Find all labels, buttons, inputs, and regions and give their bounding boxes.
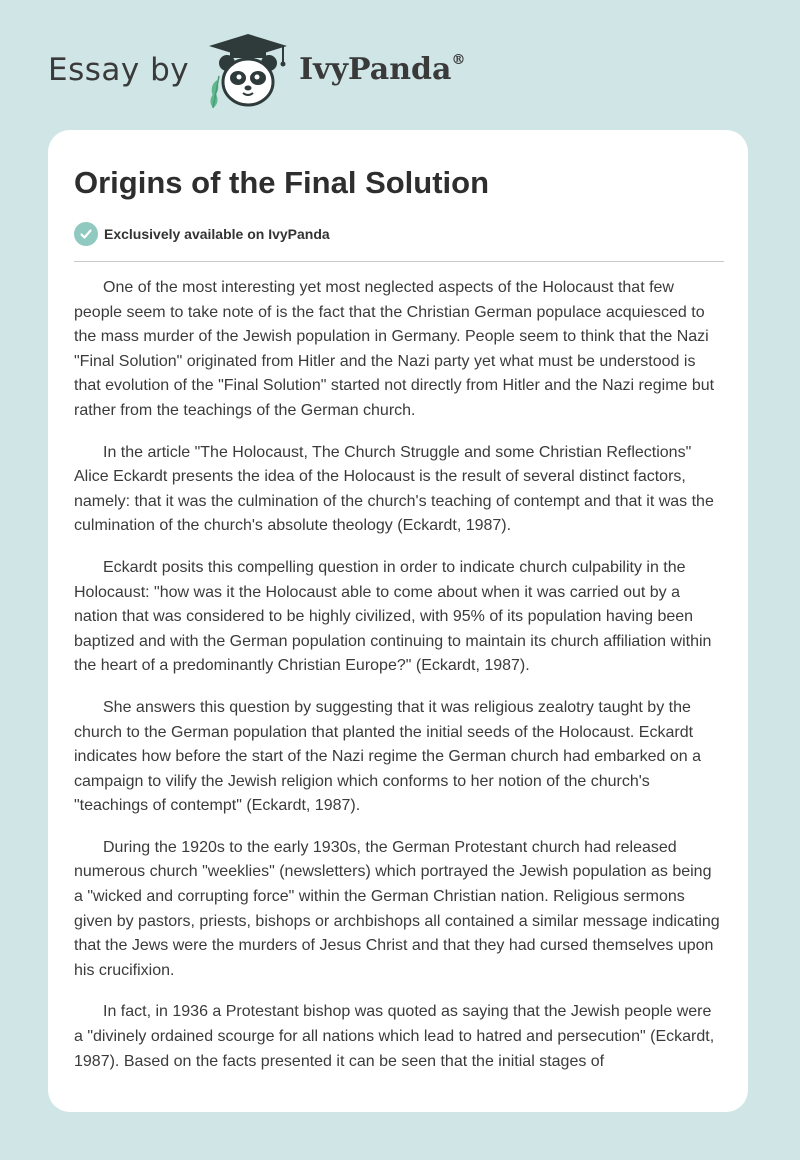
brand-name: IvyPanda bbox=[299, 52, 452, 87]
exclusive-label: Exclusively available on IvyPanda bbox=[104, 226, 330, 242]
exclusive-badge bbox=[74, 222, 330, 246]
essay-card bbox=[48, 130, 748, 1112]
page-title: Origins of the Final Solution bbox=[74, 165, 490, 200]
divider bbox=[74, 261, 724, 262]
essay-by-label: Essay by bbox=[48, 51, 190, 88]
paragraph: In fact, in 1936 a Protestant bishop was quoted as saying that the Jewish people were a "divinely ordained scourge for all nations which lead to hatred and persecution" (Eckardt, 1987). Based on the facts presented it can be seen that the initial stages of bbox=[74, 1003, 715, 1070]
paragraph: Eckardt posits this compelling question in order to indicate church culpability in the Holocaust: "how was it the Holocaust able to come about when it was carried out by a nation that was considered to be highly civilized, with 95% of its population having been baptized and with the German population continuing to maintain its church affiliation within the heart of a predominantly Christian Europe?" (Eckardt, 1987). bbox=[74, 558, 712, 675]
essay-body bbox=[74, 276, 724, 1091]
checkmark-icon bbox=[74, 222, 98, 246]
paragraph: One of the most interesting yet most neglected aspects of the Holocaust that few people seem to take note of is the fact that the Christian German populace acquiesced to the mass murder of the Jewish population in Germany. People seem to think that the Nazi "Final Solution" originated from Hitler and the Nazi party yet what must be understood is that evolution of the "Final Solution" started not directly from Hitler and the Nazi regime but rather from the teachings of the German church. bbox=[74, 279, 715, 419]
ivypanda-panda-logo-icon bbox=[203, 30, 293, 110]
registered-mark: ® bbox=[451, 52, 466, 68]
ivypanda-brand bbox=[299, 52, 466, 87]
paragraph: During the 1920s to the early 1930s, the German Protestant church had released numerous church "weeklies" (newsletters) which portrayed the Jewish population as being a "wicked and corrupting force" within the German Christian nation. Religious sermons given by pastors, priests, bishops or archbishops all contained a similar message indicating that the Jews were the murders of Jesus Christ and that they had cursed themselves upon his crucifixion. bbox=[74, 838, 720, 979]
paragraph: She answers this question by suggesting that it was religious zealotry taught by the church to the German population that planted the initial seeds of the Holocaust. Eckardt indicates how before the start of the Nazi regime the German church had embarked on a campaign to vilify the Jewish religion which conforms to her notion of the church's "teachings of contempt" (Eckardt, 1987). bbox=[74, 698, 702, 815]
site-header bbox=[48, 30, 465, 110]
paragraph: In the article "The Holocaust, The Church Struggle and some Christian Reflections" Alice Eckardt presents the idea of the Holocaust is the result of several distinct factors, namely: that it was the culmination of the church's teaching of contempt and that it was the culmination of the church's absolute theology (Eckardt, 1987). bbox=[74, 443, 714, 535]
